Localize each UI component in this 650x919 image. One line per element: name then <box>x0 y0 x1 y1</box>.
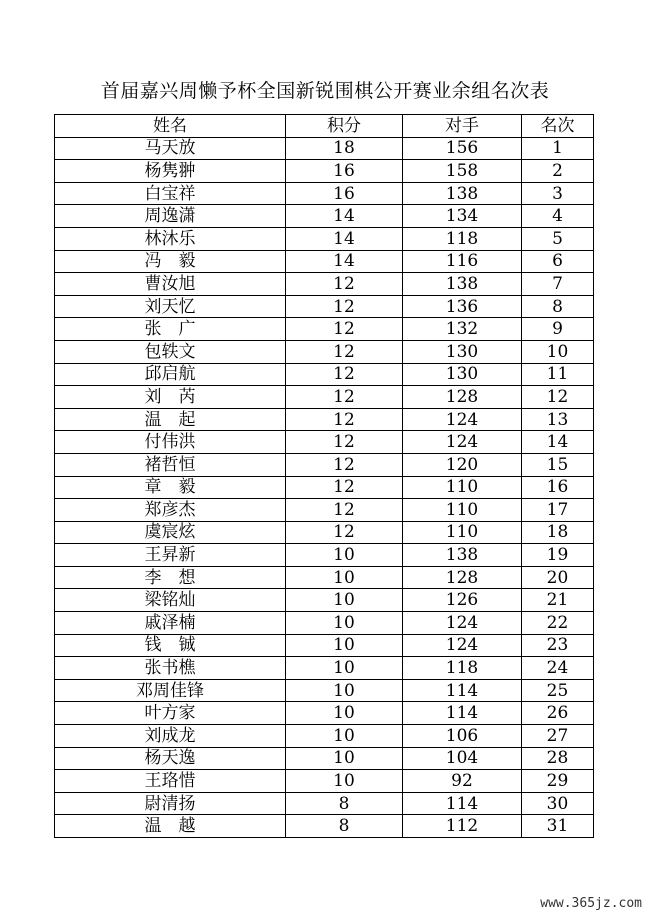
score-cell: 12 <box>286 318 403 341</box>
opponent-score-cell: 128 <box>403 566 522 589</box>
score-cell: 8 <box>286 815 403 838</box>
player-name-cell: 包轶文 <box>55 340 286 363</box>
player-name-cell: 王昇新 <box>55 544 286 567</box>
rank-cell: 16 <box>522 476 594 499</box>
column-header-rank: 名次 <box>522 115 594 138</box>
rank-cell: 3 <box>522 182 594 205</box>
rank-cell: 6 <box>522 250 594 273</box>
opponent-score-cell: 124 <box>403 408 522 431</box>
table-row <box>55 205 594 228</box>
rank-cell: 12 <box>522 386 594 409</box>
rank-cell: 10 <box>522 340 594 363</box>
opponent-score-cell: 114 <box>403 792 522 815</box>
rank-cell: 4 <box>522 205 594 228</box>
score-cell: 12 <box>286 408 403 431</box>
player-name-cell: 刘成龙 <box>55 725 286 748</box>
rank-cell: 25 <box>522 679 594 702</box>
player-name-cell: 邱启航 <box>55 363 286 386</box>
score-cell: 10 <box>286 657 403 680</box>
player-name-cell: 章 毅 <box>55 476 286 499</box>
table-row <box>55 634 594 657</box>
table-row <box>55 340 594 363</box>
rank-cell: 30 <box>522 792 594 815</box>
player-name-cell: 叶方家 <box>55 702 286 725</box>
table-row <box>55 295 594 318</box>
player-name-cell: 邓周佳锋 <box>55 679 286 702</box>
rank-cell: 24 <box>522 657 594 680</box>
opponent-score-cell: 136 <box>403 295 522 318</box>
table-row <box>55 476 594 499</box>
score-cell: 10 <box>286 589 403 612</box>
rank-cell: 5 <box>522 227 594 250</box>
rank-cell: 2 <box>522 160 594 183</box>
rank-cell: 22 <box>522 612 594 635</box>
score-cell: 10 <box>286 725 403 748</box>
score-cell: 12 <box>286 453 403 476</box>
score-cell: 10 <box>286 612 403 635</box>
player-name-cell: 张书樵 <box>55 657 286 680</box>
rank-cell: 1 <box>522 137 594 160</box>
rank-cell: 15 <box>522 453 594 476</box>
opponent-score-cell: 126 <box>403 589 522 612</box>
score-cell: 12 <box>286 386 403 409</box>
player-name-cell: 梁铭灿 <box>55 589 286 612</box>
score-cell: 14 <box>286 205 403 228</box>
opponent-score-cell: 104 <box>403 747 522 770</box>
opponent-score-cell: 156 <box>403 137 522 160</box>
document-title: 首届嘉兴周懒予杯全国新锐围棋公开赛业余组名次表 <box>100 80 550 102</box>
score-cell: 10 <box>286 770 403 793</box>
opponent-score-cell: 106 <box>403 725 522 748</box>
table-row <box>55 792 594 815</box>
table-row <box>55 250 594 273</box>
player-name-cell: 王珞惜 <box>55 770 286 793</box>
player-name-cell: 李 想 <box>55 566 286 589</box>
score-cell: 16 <box>286 160 403 183</box>
table-row <box>55 386 594 409</box>
table-row <box>55 431 594 454</box>
score-cell: 10 <box>286 747 403 770</box>
score-cell: 14 <box>286 250 403 273</box>
rank-cell: 26 <box>522 702 594 725</box>
opponent-score-cell: 138 <box>403 273 522 296</box>
player-name-cell: 褚哲恒 <box>55 453 286 476</box>
rank-cell: 20 <box>522 566 594 589</box>
column-header-name: 姓名 <box>55 115 286 138</box>
opponent-score-cell: 138 <box>403 544 522 567</box>
rank-cell: 29 <box>522 770 594 793</box>
player-name-cell: 曹汝旭 <box>55 273 286 296</box>
player-name-cell: 周逸潇 <box>55 205 286 228</box>
player-name-cell: 郑彦杰 <box>55 499 286 522</box>
table-row <box>55 363 594 386</box>
rank-cell: 11 <box>522 363 594 386</box>
player-name-cell: 张 广 <box>55 318 286 341</box>
table-row <box>55 725 594 748</box>
player-name-cell: 杨天逸 <box>55 747 286 770</box>
opponent-score-cell: 128 <box>403 386 522 409</box>
opponent-score-cell: 110 <box>403 476 522 499</box>
opponent-score-cell: 92 <box>403 770 522 793</box>
rank-cell: 9 <box>522 318 594 341</box>
opponent-score-cell: 134 <box>403 205 522 228</box>
opponent-score-cell: 124 <box>403 634 522 657</box>
opponent-score-cell: 110 <box>403 521 522 544</box>
player-name-cell: 林沐乐 <box>55 227 286 250</box>
table-row <box>55 544 594 567</box>
score-cell: 12 <box>286 431 403 454</box>
opponent-score-cell: 116 <box>403 250 522 273</box>
table-row <box>55 318 594 341</box>
player-name-cell: 刘 芮 <box>55 386 286 409</box>
opponent-score-cell: 138 <box>403 182 522 205</box>
table-row <box>55 815 594 838</box>
player-name-cell: 刘天忆 <box>55 295 286 318</box>
table-row <box>55 227 594 250</box>
player-name-cell: 温 起 <box>55 408 286 431</box>
table-row <box>55 657 594 680</box>
table-row <box>55 137 594 160</box>
score-cell: 10 <box>286 566 403 589</box>
player-name-cell: 白宝祥 <box>55 182 286 205</box>
rank-cell: 23 <box>522 634 594 657</box>
score-cell: 12 <box>286 521 403 544</box>
opponent-score-cell: 112 <box>403 815 522 838</box>
table-row <box>55 679 594 702</box>
ranking-table <box>54 114 594 838</box>
table-row <box>55 702 594 725</box>
score-cell: 12 <box>286 363 403 386</box>
score-cell: 12 <box>286 499 403 522</box>
opponent-score-cell: 114 <box>403 702 522 725</box>
table-row <box>55 747 594 770</box>
opponent-score-cell: 118 <box>403 657 522 680</box>
opponent-score-cell: 132 <box>403 318 522 341</box>
score-cell: 10 <box>286 634 403 657</box>
opponent-score-cell: 130 <box>403 363 522 386</box>
player-name-cell: 杨隽翀 <box>55 160 286 183</box>
opponent-score-cell: 110 <box>403 499 522 522</box>
opponent-score-cell: 130 <box>403 340 522 363</box>
table-row <box>55 770 594 793</box>
score-cell: 12 <box>286 340 403 363</box>
table-header-row <box>55 115 594 138</box>
rank-cell: 14 <box>522 431 594 454</box>
column-header-score: 积分 <box>286 115 403 138</box>
rank-cell: 28 <box>522 747 594 770</box>
score-cell: 10 <box>286 679 403 702</box>
table-row <box>55 160 594 183</box>
player-name-cell: 付伟洪 <box>55 431 286 454</box>
opponent-score-cell: 158 <box>403 160 522 183</box>
score-cell: 14 <box>286 227 403 250</box>
score-cell: 8 <box>286 792 403 815</box>
score-cell: 10 <box>286 544 403 567</box>
rank-cell: 19 <box>522 544 594 567</box>
table-row <box>55 566 594 589</box>
rank-cell: 17 <box>522 499 594 522</box>
score-cell: 16 <box>286 182 403 205</box>
rank-cell: 7 <box>522 273 594 296</box>
score-cell: 12 <box>286 295 403 318</box>
rank-cell: 21 <box>522 589 594 612</box>
opponent-score-cell: 124 <box>403 612 522 635</box>
player-name-cell: 温 越 <box>55 815 286 838</box>
table-row <box>55 453 594 476</box>
opponent-score-cell: 120 <box>403 453 522 476</box>
score-cell: 18 <box>286 137 403 160</box>
opponent-score-cell: 124 <box>403 431 522 454</box>
rank-cell: 8 <box>522 295 594 318</box>
table-row <box>55 499 594 522</box>
site-watermark: www.365jz.com <box>540 896 642 911</box>
player-name-cell: 冯 毅 <box>55 250 286 273</box>
rank-cell: 27 <box>522 725 594 748</box>
table-row <box>55 273 594 296</box>
table-row <box>55 521 594 544</box>
rank-cell: 13 <box>522 408 594 431</box>
rank-cell: 31 <box>522 815 594 838</box>
table-row <box>55 408 594 431</box>
score-cell: 10 <box>286 702 403 725</box>
rank-cell: 18 <box>522 521 594 544</box>
player-name-cell: 钱 铖 <box>55 634 286 657</box>
player-name-cell: 戚泽楠 <box>55 612 286 635</box>
table-row <box>55 589 594 612</box>
opponent-score-cell: 118 <box>403 227 522 250</box>
score-cell: 12 <box>286 273 403 296</box>
player-name-cell: 马天放 <box>55 137 286 160</box>
player-name-cell: 尉清扬 <box>55 792 286 815</box>
column-header-opponent: 对手 <box>403 115 522 138</box>
opponent-score-cell: 114 <box>403 679 522 702</box>
score-cell: 12 <box>286 476 403 499</box>
table-row <box>55 612 594 635</box>
table-row <box>55 182 594 205</box>
player-name-cell: 虞宸炫 <box>55 521 286 544</box>
